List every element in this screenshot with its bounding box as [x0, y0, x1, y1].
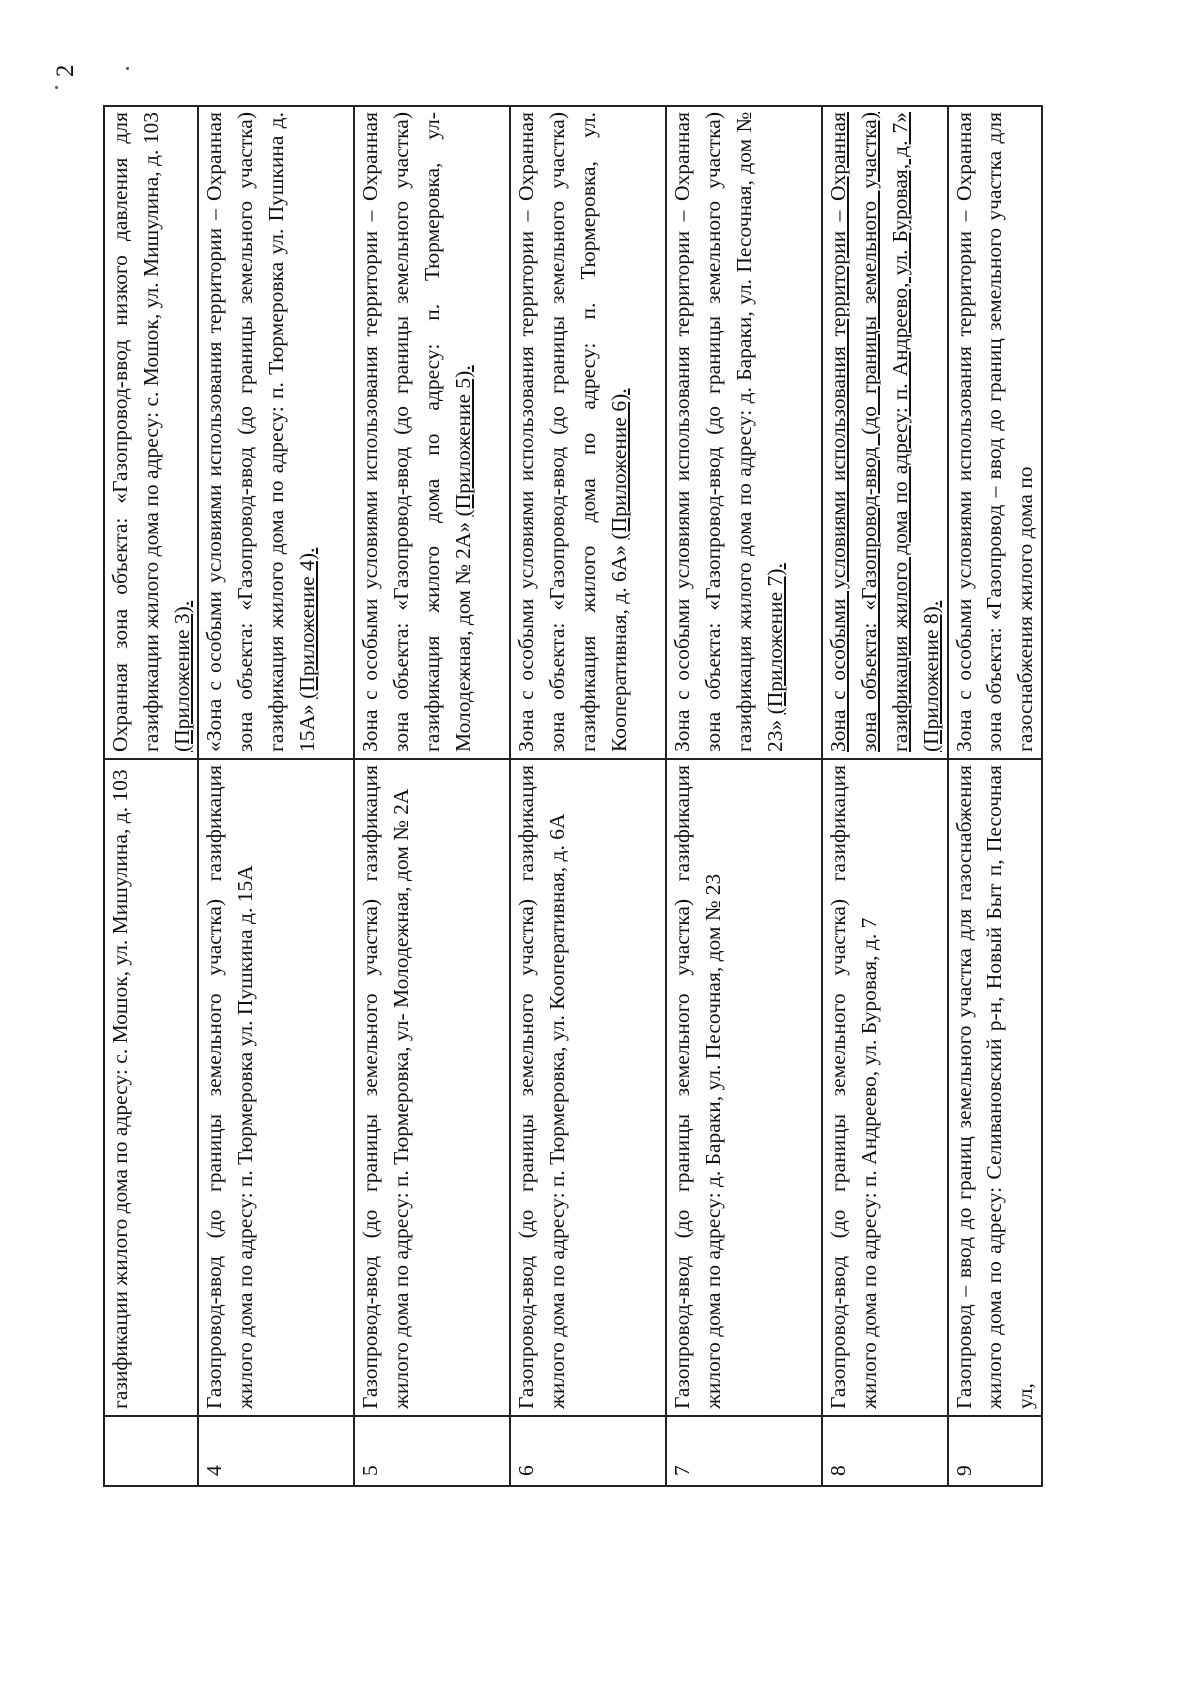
rotated-table-wrapper [103, 107, 1043, 1487]
protection-zone-cell [948, 106, 1042, 759]
object-name-cell: Газопровод-ввод (до границы земельного участка) газификация жилого дома по адресу: д. Бараки, ул. Песочная, дом № 23 [666, 759, 822, 1416]
row-number [104, 1416, 198, 1486]
row-number: 7 [666, 1416, 822, 1486]
table-row [948, 106, 1042, 1486]
appendix-reference: (Приложение 5). [450, 365, 475, 517]
table-row [666, 106, 822, 1486]
scan-speck [55, 86, 58, 89]
zones-table [103, 105, 1043, 1487]
object-name-cell: Газопровод-ввод (до границы земельного участка) газификация жилого дома по адресу: п. Тюрмеровка, ул. Кооперативная, д. 6А [510, 759, 666, 1416]
appendix-reference: (Приложение 8). [918, 600, 943, 752]
page-number: 2 [52, 64, 79, 77]
appendix-reference: (Приложение 7). [762, 563, 787, 715]
table-row [104, 106, 198, 1486]
object-name-cell: Газопровод-ввод (до границы земельного участка) газификация жилого дома по адресу: п. Тюрмеровка ул. Пушкина д. 15А [198, 759, 354, 1416]
scan-speck [126, 67, 129, 70]
row-number: 8 [822, 1416, 947, 1486]
table-row [198, 106, 354, 1486]
row-number: 9 [948, 1416, 1042, 1486]
appendix-reference: (Приложение 3). [169, 600, 194, 752]
zone-description: Зона с особыми условиями использования территории – Охранная зона объекта: «Газопровод-ввод (до границы земельного участка) газификация жилого дома по адресу: п. Тюрмеровка, ул- Молодежная, дом № 2А» [358, 112, 475, 752]
object-name-cell: Газопровод-ввод (до границы земельного участка) газификация жилого дома по адресу: п. Тюрмеровка, ул- Молодежная, дом № 2А [354, 759, 510, 1416]
object-name-cell: Газопровод – ввод до границ земельного участка для газоснабжения жилого дома по адресу: Селивановский р-н, Новый Быт п, Песочная ул, [948, 759, 1042, 1416]
zone-description: Зона с особыми условиями использования территории – Охранная зона объекта: «Газопровод – ввод до границ земельного участка для газоснабжения жилого дома по [951, 112, 1038, 752]
protection-zone-cell [510, 106, 666, 759]
protection-zone-cell [198, 106, 354, 759]
appendix-reference: (Приложение 4). [294, 547, 319, 699]
zone-description: «Зона с особыми условиями использования территории – Охранная зона объекта: «Газопровод-ввод (до границы земельного участка) газификация жилого дома по адресу: п. Тюрмеровка ул. Пушкина д. 15А» [202, 112, 319, 752]
zone-description: Зона с особыми условиями использования территории – Охранная зона объекта: «Газопровод-ввод (до границы земельного участка) газификация жилого дома по адресу: п. Андреево, ул. Буровая, д. 7» [826, 112, 912, 752]
zone-description: Зона с особыми условиями использования территории – Охранная зона объекта: «Газопровод-ввод (до границы земельного участка) газификация жилого дома по адресу: п. Тюрмеровка, ул. Кооперативная, д. 6А» [514, 112, 631, 752]
table-row [354, 106, 510, 1486]
object-name-cell: Газопровод-ввод (до границы земельного участка) газификация жилого дома по адресу: п. Андреево, ул. Буровая, д. 7 [822, 759, 947, 1416]
protection-zone-cell [104, 106, 198, 759]
protection-zone-cell [354, 106, 510, 759]
row-number: 6 [510, 1416, 666, 1486]
table-row [822, 106, 947, 1486]
protection-zone-cell [822, 106, 947, 759]
table-row [510, 106, 666, 1486]
protection-zone-cell [666, 106, 822, 759]
row-number: 4 [198, 1416, 354, 1486]
row-number: 5 [354, 1416, 510, 1486]
object-name-cell: газификации жилого дома по адресу: с. Мошок, ул. Мишулина, д. 103 [104, 759, 198, 1416]
appendix-reference: (Приложение 6). [606, 388, 631, 540]
zone-description: Охранная зона объекта: «Газопровод-ввод низкого давления для газификации жилого дома по адресу: с. Мошок, ул. Мишулина, д. 103 [108, 112, 163, 752]
zone-description: Зона с особыми условиями использования территории – Охранная зона объекта: «Газопровод-ввод (до границы земельного участка) газификация жилого дома по адресу: д. Бараки, ул. Песочная, дом № 23» [670, 112, 787, 752]
